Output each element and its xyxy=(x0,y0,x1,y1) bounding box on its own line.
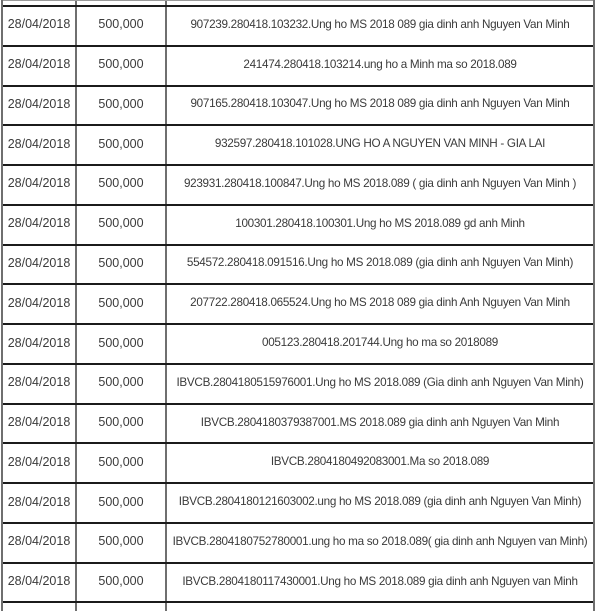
table-row xyxy=(3,87,593,127)
date-cell xyxy=(3,325,77,363)
amount-cell xyxy=(77,564,167,602)
amount-cell xyxy=(77,484,167,522)
transaction-description: 923931.280418.100847.Ung ho MS 2018.089 ( gia dinh anh Nguyen Van Minh ) xyxy=(183,176,577,190)
transaction-description: IBVCB.2804180117430001.Ung ho MS 2018.089 gia dinh anh Nguyen van Minh xyxy=(182,574,578,588)
transaction-amount: 500,000 xyxy=(98,216,144,231)
table-body xyxy=(3,7,593,603)
transaction-date: 28/04/2018 xyxy=(7,216,71,231)
amount-cell xyxy=(77,285,167,323)
transaction-amount: 500,000 xyxy=(98,96,144,111)
description-cell xyxy=(167,166,593,204)
description-cell xyxy=(167,246,593,284)
table-row xyxy=(3,7,593,47)
transaction-date: 28/04/2018 xyxy=(7,176,71,191)
date-cell xyxy=(3,166,77,204)
description-cell xyxy=(167,1,593,5)
date-cell xyxy=(3,484,77,522)
table-row xyxy=(3,325,593,365)
transaction-amount: 500,000 xyxy=(98,17,144,32)
table-row xyxy=(3,484,593,524)
description-cell xyxy=(167,405,593,443)
transaction-description: 932597.280418.101028.UNG HO A NGUYEN VAN MINH - GIA LAI xyxy=(214,137,546,151)
transaction-amount: 500,000 xyxy=(98,136,144,151)
amount-cell xyxy=(77,524,167,562)
transaction-description: 005123.280418.201744.Ung ho ma so 2018089 xyxy=(262,336,498,349)
transaction-description: IBVCB.2804180492083001.Ma so 2018.089 xyxy=(270,455,490,469)
transaction-date: 28/04/2018 xyxy=(7,136,71,151)
description-cell xyxy=(167,484,593,522)
table-row xyxy=(3,246,593,286)
date-cell xyxy=(3,126,77,164)
date-cell xyxy=(3,285,77,323)
date-cell xyxy=(3,1,77,5)
description-cell xyxy=(167,325,593,363)
transaction-description: IBVCB.2804180515976001.Ung ho MS 2018.089 (Gia dinh anh Nguyen Van Minh) xyxy=(176,375,584,389)
transaction-date: 28/04/2018 xyxy=(7,295,71,310)
date-cell xyxy=(3,603,77,611)
transactions-table xyxy=(1,0,595,611)
transaction-description: IBVCB.2804180752780001.ung ho ma so 2018.089( gia dinh anh Nguyen van Minh) xyxy=(172,534,588,548)
transaction-amount: 500,000 xyxy=(98,255,144,270)
date-cell xyxy=(3,7,77,45)
transaction-date: 28/04/2018 xyxy=(7,494,71,509)
table-row xyxy=(3,444,593,484)
table-row xyxy=(3,524,593,564)
amount-cell xyxy=(77,444,167,482)
transaction-date: 28/04/2018 xyxy=(7,96,71,111)
transaction-description: 100301.280418.100301.Ung ho MS 2018.089 gd anh Minh xyxy=(235,216,525,230)
table-row xyxy=(3,564,593,604)
description-cell xyxy=(167,47,593,85)
amount-cell xyxy=(77,206,167,244)
table-row xyxy=(3,365,593,405)
transaction-date: 28/04/2018 xyxy=(7,534,71,549)
transaction-amount: 500,000 xyxy=(98,454,144,469)
table-row xyxy=(3,405,593,445)
transaction-date: 28/04/2018 xyxy=(7,574,71,589)
transaction-date: 28/04/2018 xyxy=(7,255,71,270)
transaction-date: 28/04/2018 xyxy=(7,335,71,350)
amount-cell xyxy=(77,126,167,164)
description-cell xyxy=(167,87,593,125)
transaction-description: IBVCB.2804180121603002.ung ho MS 2018.089 (gia dinh anh Nguyen Van Minh) xyxy=(178,495,582,509)
transaction-amount: 500,000 xyxy=(98,176,144,191)
transaction-amount: 500,000 xyxy=(98,57,144,72)
description-cell xyxy=(167,365,593,403)
amount-cell xyxy=(77,405,167,443)
transaction-date: 28/04/2018 xyxy=(7,375,71,390)
table-row xyxy=(3,285,593,325)
description-cell xyxy=(167,7,593,45)
transaction-amount: 500,000 xyxy=(98,295,144,310)
table-row-partial-bottom xyxy=(3,603,593,611)
transaction-date: 28/04/2018 xyxy=(7,415,71,430)
transaction-date: 28/04/2018 xyxy=(7,454,71,469)
transaction-description: IBVCB.2804180379387001.MS 2018.089 gia dinh anh Nguyen Van Minh xyxy=(200,415,560,429)
date-cell xyxy=(3,564,77,602)
description-cell xyxy=(167,206,593,244)
date-cell xyxy=(3,524,77,562)
transaction-description: 907165.280418.103047.Ung ho MS 2018 089 gia dinh anh Nguyen Van Minh xyxy=(190,97,570,111)
description-cell xyxy=(167,524,593,562)
amount-cell xyxy=(77,603,167,611)
description-cell xyxy=(167,126,593,164)
description-cell xyxy=(167,603,593,611)
transaction-description: 207722.280418.065524.Ung ho MS 2018 089 gia dinh Anh Nguyen Van Minh xyxy=(190,296,570,310)
transaction-amount: 500,000 xyxy=(98,494,144,509)
amount-cell xyxy=(77,47,167,85)
amount-cell xyxy=(77,87,167,125)
amount-cell xyxy=(77,325,167,363)
description-cell xyxy=(167,564,593,602)
table-row xyxy=(3,126,593,166)
table-row-partial-top xyxy=(3,0,593,7)
amount-cell xyxy=(77,7,167,45)
transaction-amount: 500,000 xyxy=(98,534,144,549)
amount-cell xyxy=(77,246,167,284)
amount-cell xyxy=(77,365,167,403)
amount-cell xyxy=(77,166,167,204)
transaction-description: 907239.280418.103232.Ung ho MS 2018 089 gia dinh anh Nguyen Van Minh xyxy=(190,17,570,31)
date-cell xyxy=(3,87,77,125)
transaction-amount: 500,000 xyxy=(98,375,144,390)
date-cell xyxy=(3,444,77,482)
date-cell xyxy=(3,365,77,403)
transaction-date: 28/04/2018 xyxy=(7,57,71,72)
transaction-date: 28/04/2018 xyxy=(7,17,71,32)
description-cell xyxy=(167,444,593,482)
transaction-description: 241474.280418.103214.ung ho a Minh ma so 2018.089 xyxy=(243,57,517,71)
date-cell xyxy=(3,405,77,443)
table-row xyxy=(3,47,593,87)
date-cell xyxy=(3,246,77,284)
transaction-amount: 500,000 xyxy=(98,574,144,589)
description-cell xyxy=(167,285,593,323)
date-cell xyxy=(3,206,77,244)
transaction-amount: 500,000 xyxy=(98,415,144,430)
date-cell xyxy=(3,47,77,85)
transaction-amount: 500,000 xyxy=(98,335,144,350)
transaction-description: 554572.280418.091516.Ung ho MS 2018.089 (gia dinh anh Nguyen Van Minh) xyxy=(186,256,574,270)
table-row xyxy=(3,166,593,206)
table-row xyxy=(3,206,593,246)
amount-cell xyxy=(77,1,167,5)
